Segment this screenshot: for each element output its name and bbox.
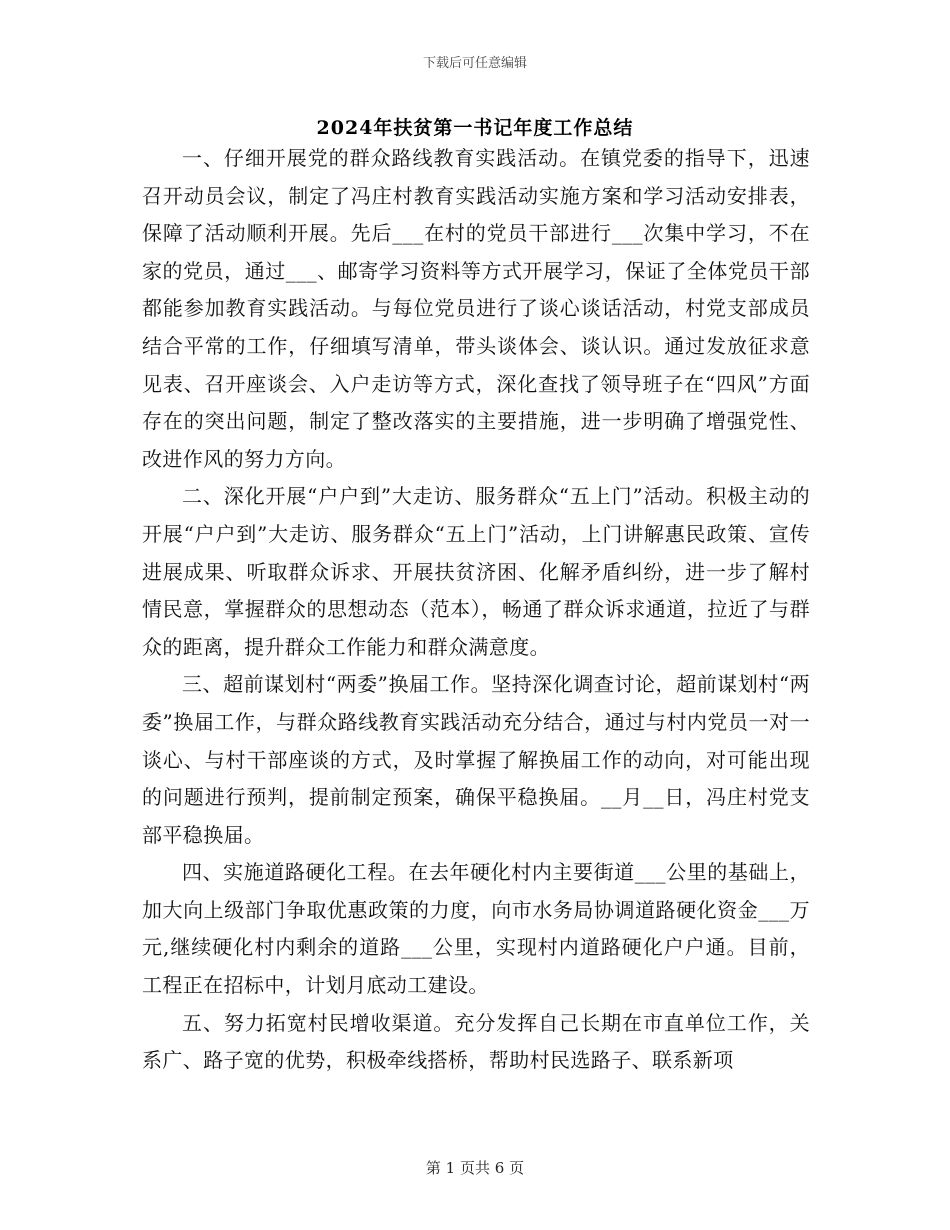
- page-number: 第 1 页共 6 页: [425, 1159, 525, 1177]
- header-note: 下载后可任意编辑: [422, 56, 527, 71]
- paragraph-5: 五、努力拓宽村民增收渠道。充分发挥自己长期在市直单位工作，关系广、路子宽的优势，积极牵线搭桥，帮助村民选路子、联系新项: [142, 1010, 810, 1073]
- paragraph-2: 二、深化开展“户户到”大走访、服务群众“五上门”活动。积极主动的开展“户户到”大走访、服务群众“五上门”活动，上门讲解惠民政策、宣传进展成果、听取群众诉求、开展扶贫济困、化解矛盾纠纷，进一步了解村情民意，掌握群众的思想动态（范本），畅通了群众诉求通道，拉近了与群众的距离，提升群众工作能力和群众满意度。: [142, 484, 810, 659]
- document-body: [142, 140, 810, 1080]
- document-title: 2024年扶贫第一书记年度工作总结: [316, 117, 634, 139]
- paragraph-1: 一、仔细开展党的群众路线教育实践活动。在镇党委的指导下，迅速召开动员会议，制定了冯庄村教育实践活动实施方案和学习活动安排表，保障了活动顺利开展。先后___在村的党员干部进行___次集中学习，不在家的党员，通过___、邮寄学习资料等方式开展学习，保证了全体党员干部都能参加教育实践活动。与每位党员进行了谈心谈话活动，村党支部成员结合平常的工作，仔细填写清单，带头谈体会、谈认识。通过发放征求意见表、召开座谈会、入户走访等方式，深化查找了领导班子在“四风”方面存在的突出问题，制定了整改落实的主要措施，进一步明确了增强党性、改进作风的努力方向。: [142, 146, 810, 471]
- paragraph-4: 四、实施道路硬化工程。在去年硬化村内主要街道___公里的基础上，加大向上级部门争取优惠政策的力度，向市水务局协调道路硬化资金___万元,继续硬化村内剩余的道路___公里，实现村内道路硬化户户通。目前，工程正在招标中，计划月底动工建设。: [142, 860, 810, 998]
- paragraph-3: 三、超前谋划村“两委”换届工作。坚持深化调查讨论，超前谋划村“两委”换届工作，与群众路线教育实践活动充分结合，通过与村内党员一对一谈心、与村干部座谈的方式，及时掌握了解换届工作的动向，对可能出现的问题进行预判，提前制定预案，确保平稳换届。__月__日，冯庄村党支部平稳换届。: [142, 672, 810, 847]
